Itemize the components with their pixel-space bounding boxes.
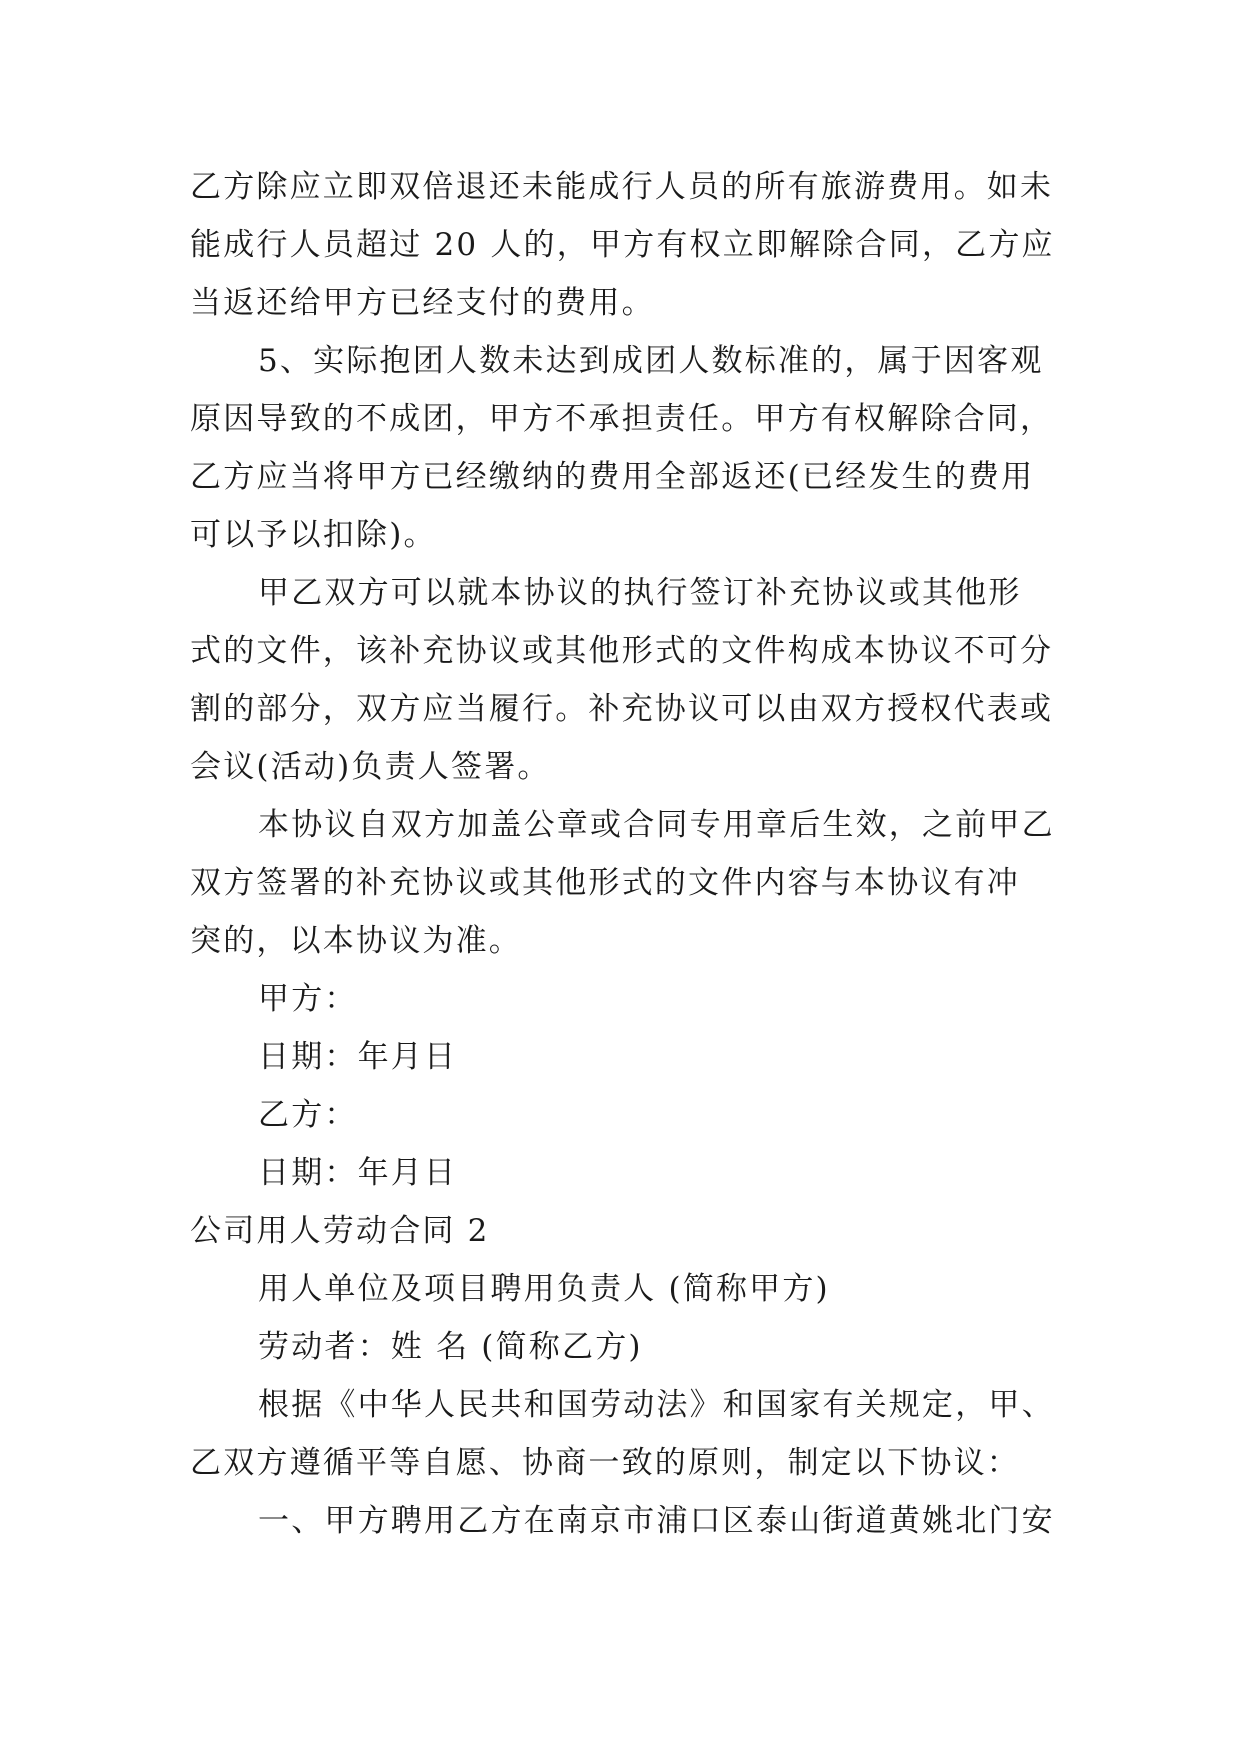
text-line: 乙双方遵循平等自愿、协商一致的原则，制定以下协议： [190, 1445, 1020, 1481]
text-line: 乙方除应立即双倍退还未能成行人员的所有旅游费用。如未 [190, 169, 1054, 205]
text-line: 根据《中华人民共和国劳动法》和国家有关规定，甲、 [258, 1387, 1055, 1423]
text-line: 劳动者：姓 名 (简称乙方) [258, 1329, 643, 1365]
text-line: 会议(活动)负责人签署。 [190, 749, 551, 785]
text-line: 当返还给甲方已经支付的费用。 [190, 285, 655, 321]
text-line: 突的，以本协议为准。 [190, 923, 522, 959]
text-line: 能成行人员超过 20 人的，甲方有权立即解除合同，乙方应 [190, 227, 1055, 263]
text-line: 割的部分，双方应当履行。补充协议可以由双方授权代表或 [190, 691, 1054, 727]
text-line: 式的文件，该补充协议或其他形式的文件构成本协议不可分 [190, 633, 1054, 669]
text-line: 甲方： [258, 981, 358, 1017]
document-body [190, 158, 1060, 1550]
text-line: 公司用人劳动合同 2 [190, 1213, 490, 1249]
text-line: 5、实际抱团人数未达到成团人数标准的，属于因客观 [258, 343, 1044, 379]
text-line: 乙方应当将甲方已经缴纳的费用全部返还(已经发生的费用 [190, 459, 1035, 495]
text-line: 用人单位及项目聘用负责人 (简称甲方) [258, 1271, 830, 1307]
text-line: 双方签署的补充协议或其他形式的文件内容与本协议有冲 [190, 865, 1020, 901]
text-line: 甲乙双方可以就本协议的执行签订补充协议或其他形 [258, 575, 1022, 611]
text-line: 可以予以扣除)。 [190, 517, 437, 553]
text-line: 日期：年月日 [258, 1039, 458, 1075]
text-line: 原因导致的不成团，甲方不承担责任。甲方有权解除合同， [190, 401, 1054, 437]
text-line: 本协议自双方加盖公章或合同专用章后生效，之前甲乙 [258, 807, 1055, 843]
text-line: 乙方： [258, 1097, 358, 1133]
text-line: 一、甲方聘用乙方在南京市浦口区泰山街道黄姚北门安 [258, 1503, 1055, 1539]
text-line: 日期：年月日 [258, 1155, 458, 1191]
